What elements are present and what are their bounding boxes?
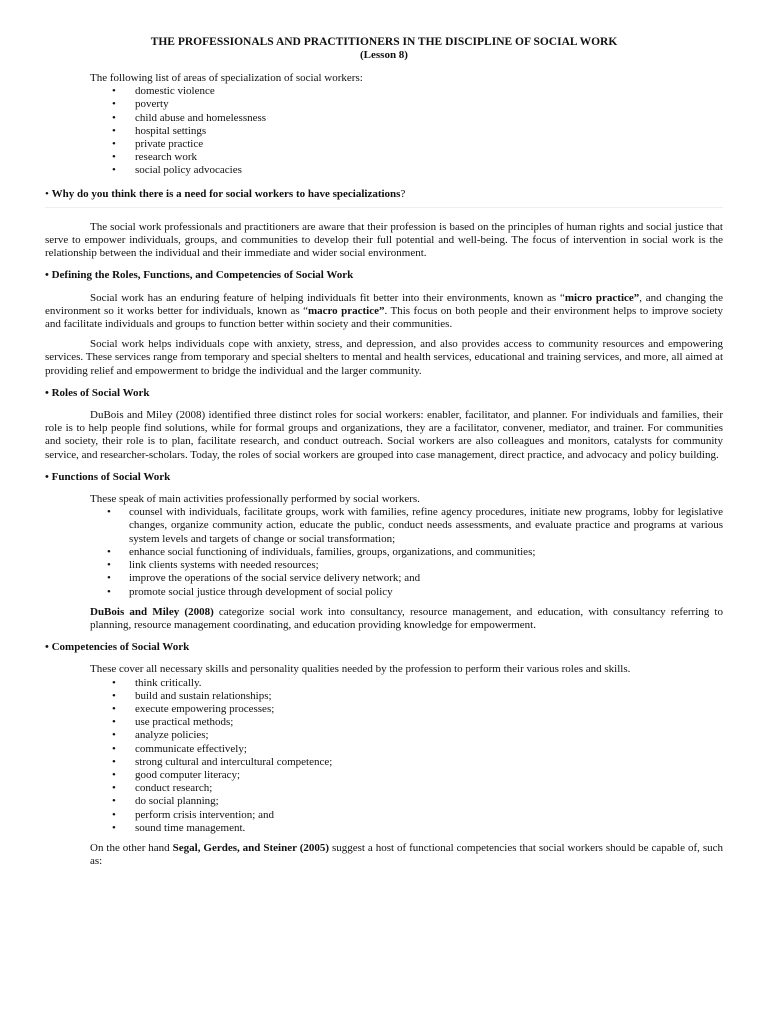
list-item: • enhance social functioning of individuals, families, groups, organizations, and communities; (45, 546, 723, 559)
term-micro-practice: micro practice” (564, 291, 640, 304)
text-run: categorize social work into consultancy, resource management, and education, with consultancy referring to planning, resource management coordinating, and education providing knowledge for empowerment. (90, 605, 723, 631)
list-item: • think critically. (45, 677, 723, 690)
list-item: • do social planning; (45, 795, 723, 808)
heading-roles: • Roles of Social Work (45, 386, 150, 399)
list-item: • hospital settings (45, 125, 723, 138)
paragraph-roles: DuBois and Miley (2008) identified three distinct roles for social workers: enabler, facilitator, and planner. For individuals and families, their role is to help people find solutions, while for formal groups and organizations, they are a facilitator, convener, mediator, and trainer. For communities and society, their role is to plan, facilitate research, and conduct outreach. Social workers are also colleagues and monitors, catalysts for community service, and researcher-scholars. Today, the roles of social workers are grouped into case management, direct practice, and advocacy and policy building. (45, 409, 723, 461)
competencies-intro: These cover all necessary skills and personality qualities needed by the profession to perform their various roles and skills. (90, 663, 631, 676)
competencies-list (45, 677, 723, 835)
list-item: • counsel with individuals, facilitate groups, work with families, refine agency procedures, initiate new programs, lobby for legislative changes, organize community action, educate the public, conduct needs assessments, and evaluate practice and programs at various system levels and targets of change or social transformation; (45, 506, 723, 546)
list-item: • analyze policies; (45, 729, 723, 742)
question-mark: ? (400, 187, 406, 200)
list-item: • child abuse and homelessness (45, 112, 723, 125)
list-item: • strong cultural and intercultural competence; (45, 756, 723, 769)
specialization-list (45, 85, 723, 177)
text-run: Social work has an enduring feature of helping individuals fit better into their environments, known as “ (90, 291, 565, 304)
list-item: • execute empowering processes; (45, 703, 723, 716)
paragraph-principles: The social work professionals and practitioners are aware that their profession is based on the principles of human rights and social justice that serve to empower individuals, groups, and communities to develop their full potential and well-being. The focus of intervention in social work is the relationship between the individual and their immediate and wider social environment. (45, 220, 723, 260)
list-item: • sound time management. (45, 822, 723, 835)
list-item: • use practical methods; (45, 716, 723, 729)
functions-list (45, 506, 723, 598)
question-heading (45, 188, 723, 208)
list-item: • communicate effectively; (45, 743, 723, 756)
list-item: • domestic violence (45, 85, 723, 98)
lesson-label: (Lesson 8) (360, 49, 408, 61)
text-run: On the other hand (90, 841, 173, 854)
heading-functions: • Functions of Social Work (45, 470, 171, 483)
paragraph-functional-competencies (45, 842, 723, 868)
paragraph-services: Social work helps individuals cope with anxiety, stress, and depression, and also provides access to community resources and empowering services. These services range from temporary and special shelters to mental and health services, educational and training services, and more, all aimed at providing relief and empowerment to bridge the individual and the larger community. (45, 338, 723, 377)
list-item: • promote social justice through development of social policy (45, 586, 723, 599)
functions-intro: These speak of main activities professionally performed by social workers. (90, 493, 420, 506)
page-title: THE PROFESSIONALS AND PRACTITIONERS IN THE DISCIPLINE OF SOCIAL WORK (150, 36, 618, 48)
list-item: • good computer literacy; (45, 769, 723, 782)
list-item: • social policy advocacies (45, 164, 723, 177)
question-bullet: • (45, 187, 49, 200)
list-item: • private practice (45, 138, 723, 151)
text-run: suggest a host of functional competencies that social workers should be capable of, such as: (90, 841, 724, 868)
citation-dubois-miley: DuBois and Miley (2008) (90, 605, 214, 618)
term-macro-practice: macro practice” (307, 304, 385, 317)
list-item: • improve the operations of the social service delivery network; and (45, 572, 723, 585)
list-item: • perform crisis intervention; and (45, 809, 723, 822)
list-item: • build and sustain relationships; (45, 690, 723, 703)
heading-competencies: • Competencies of Social Work (45, 641, 190, 654)
list-item: • poverty (45, 98, 723, 111)
question-text: Why do you think there is a need for social workers to have specializations (51, 187, 401, 200)
heading-defining: • Defining the Roles, Functions, and Competencies of Social Work (45, 269, 354, 282)
citation-segal-gerdes-steiner: Segal, Gerdes, and Steiner (2005) (172, 841, 330, 854)
intro-text: The following list of areas of specialization of social workers: (90, 72, 363, 84)
list-item: • link clients systems with needed resources; (45, 559, 723, 572)
paragraph-categories (45, 606, 723, 632)
list-item: • conduct research; (45, 782, 723, 795)
list-item: • research work (45, 151, 723, 164)
text-run: . This focus on both people and their environment helps to improve society and facilitate individuals and groups to function better within society and their communities. (45, 304, 723, 331)
paragraph-micro-macro (45, 292, 723, 332)
text-run: , and changing the environment so it works better for individuals, known as “ (45, 291, 723, 317)
